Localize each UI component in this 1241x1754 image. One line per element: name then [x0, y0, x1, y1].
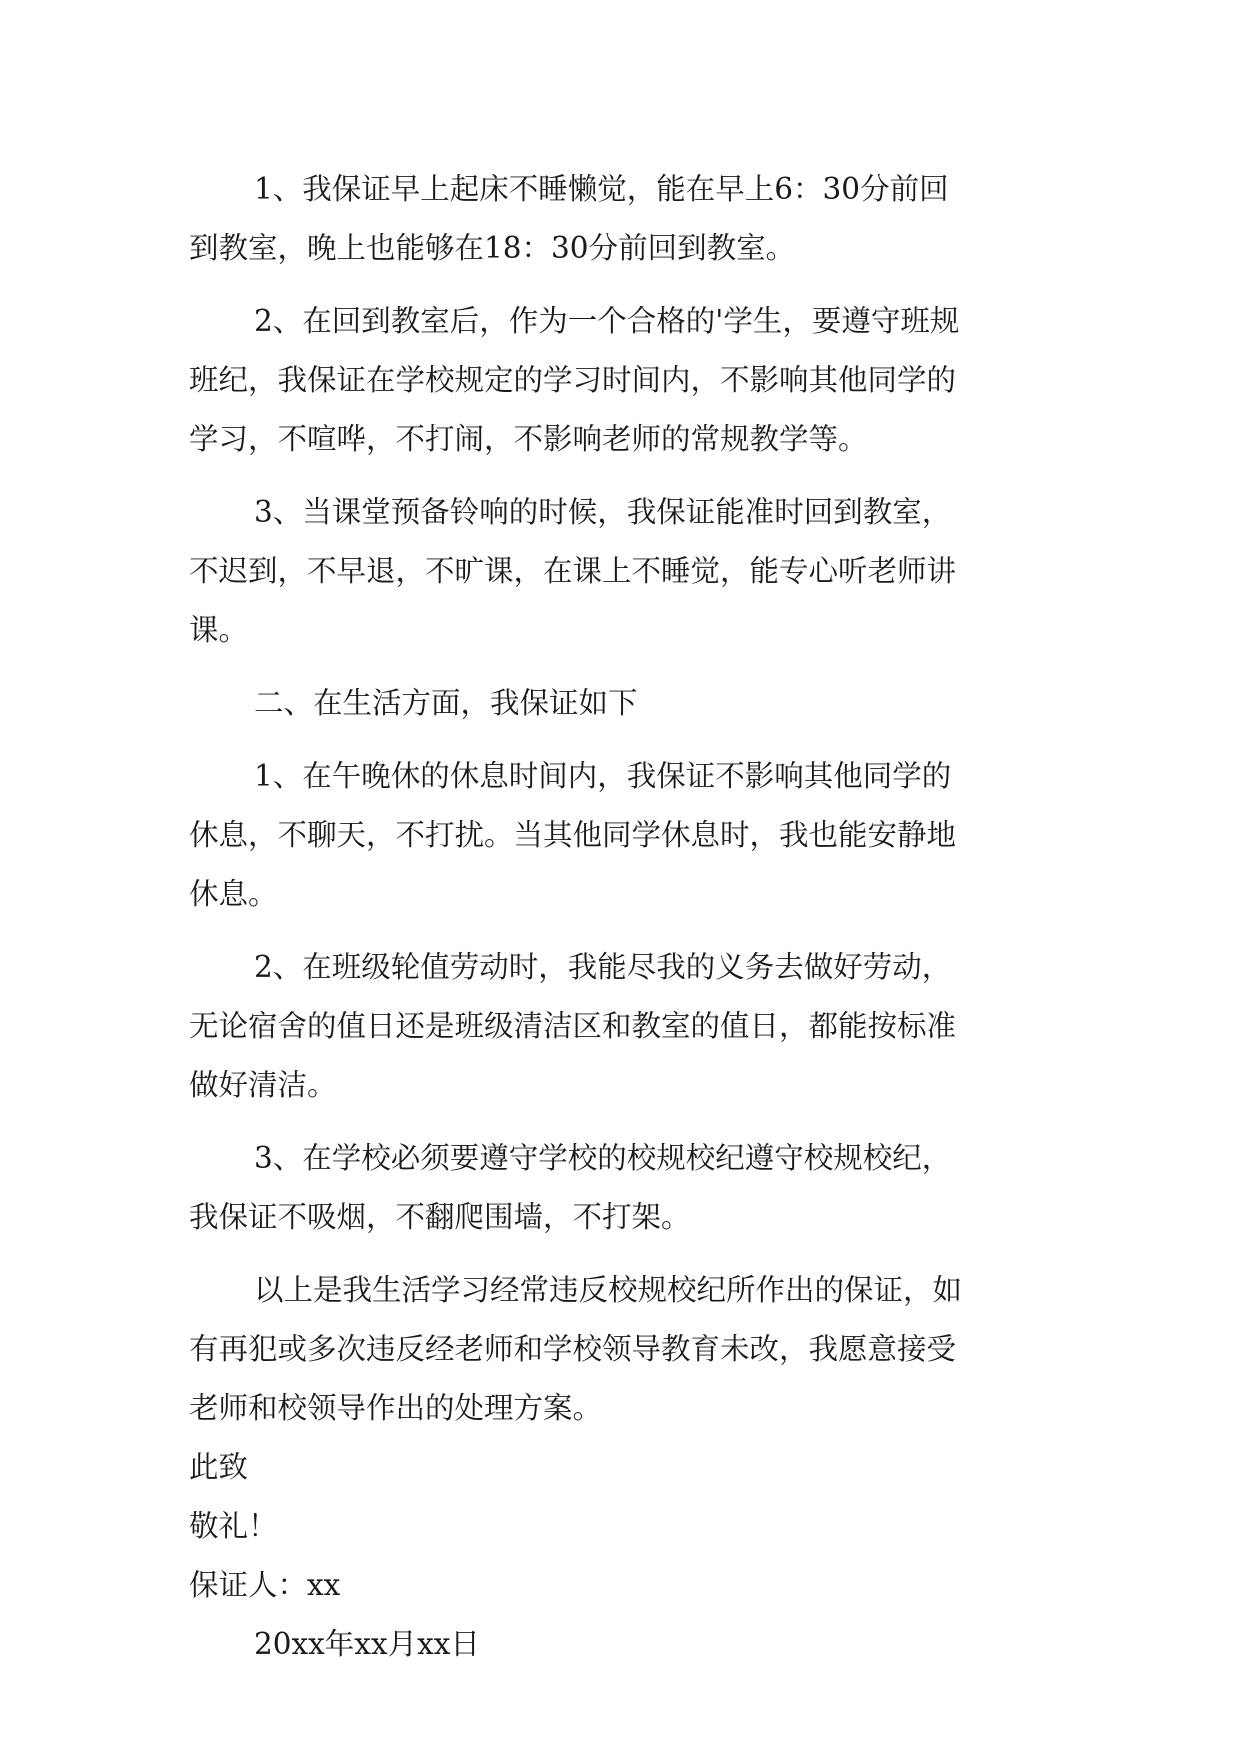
text-line: 不迟到，不早退，不旷课，在课上不睡觉，能专心听老师讲 [189, 554, 957, 588]
signer: 保证人：xx [189, 1568, 341, 1602]
text-line: 休息。 [189, 877, 278, 911]
text-line: 班纪，我保证在学校规定的学习时间内，不影响其他同学的 [189, 363, 957, 397]
regards: 敬礼！ [189, 1509, 278, 1543]
text-line: 3、在学校必须要遵守学校的校规校纪遵守校规校纪， [254, 1141, 952, 1175]
closing-block [189, 1438, 1049, 1674]
text-line: 以上是我生活学习经常违反校规校纪所作出的保证，如 [254, 1273, 963, 1307]
paragraph-study-2 [189, 292, 1049, 469]
date: 20xx年xx月xx日 [254, 1627, 480, 1661]
text-line: 老师和校领导作出的处理方案。 [189, 1391, 603, 1425]
paragraph-life-3 [189, 1129, 1049, 1247]
paragraph-study-1 [189, 160, 1049, 278]
paragraph-conclusion [189, 1261, 1049, 1438]
text-line: 到教室，晚上也能够在18：30分前回到教室。 [189, 231, 796, 265]
text-line: 2、在班级轮值劳动时，我能尽我的义务去做好劳动， [254, 950, 952, 984]
salutation: 此致 [189, 1450, 249, 1484]
text-line: 课。 [189, 613, 249, 647]
text-line: 有再犯或多次违反经老师和学校领导教育未改，我愿意接受 [189, 1332, 957, 1366]
text-line: 休息，不聊天，不打扰。当其他同学休息时，我也能安静地 [189, 818, 957, 852]
paragraph-life-1 [189, 747, 1049, 924]
text-line: 做好清洁。 [189, 1068, 337, 1102]
text-line: 3、当课堂预备铃响的时候，我保证能准时回到教室， [254, 495, 952, 529]
section-heading: 二、在生活方面，我保证如下 [254, 686, 638, 720]
text-line: 2、在回到教室后，作为一个合格的'学生，要遵守班规 [254, 304, 960, 338]
text-line: 我保证不吸烟，不翻爬围墙，不打架。 [189, 1200, 691, 1234]
text-line: 1、我保证早上起床不睡懒觉，能在早上6：30分前回 [254, 172, 949, 206]
section-heading-life [189, 674, 1049, 733]
text-line: 学习，不喧哗，不打闹，不影响老师的常规教学等。 [189, 422, 868, 456]
text-line: 无论宿舍的值日还是班级清洁区和教室的值日，都能按标准 [189, 1009, 957, 1043]
text-line: 1、在午晚休的休息时间内，我保证不影响其他同学的 [254, 759, 952, 793]
paragraph-study-3 [189, 483, 1049, 660]
paragraph-life-2 [189, 938, 1049, 1115]
document-page [189, 160, 1049, 1674]
